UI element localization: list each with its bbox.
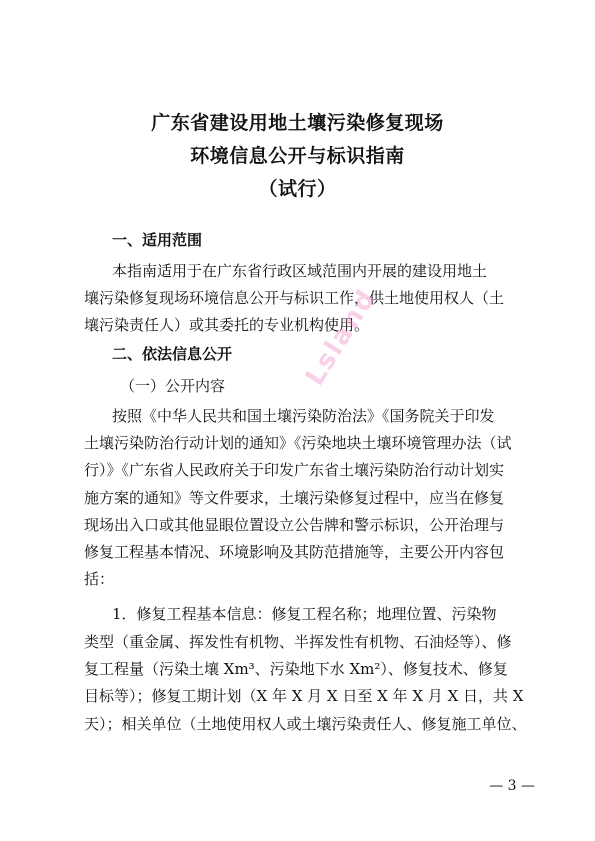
section-2-subheading: （一）公开内容 — [120, 377, 226, 395]
document-title-line-2: 环境信息公开与标识指南 — [190, 145, 405, 167]
section-2-paragraph-line: 括： — [84, 570, 115, 588]
section-1-line: 本指南适用于在广东省行政区域范围内开展的建设用地土 — [112, 262, 488, 280]
document-title-line-3: （试行） — [258, 178, 337, 200]
document-title-line-1: 广东省建设用地土壤污染修复现场 — [151, 112, 444, 134]
watermark-logo: Lsland — [300, 283, 383, 391]
section-2-item-line: 天）；相关单位（土地使用权人或土壤污染责任人、修复施工单位、 — [84, 715, 527, 733]
section-1-line: 壤污染修复现场环境信息公开与标识工作，供土地使用权人（土 — [84, 289, 505, 307]
section-2-paragraph-line: 施方案的通知》等文件要求，土壤污染修复过程中，应当在修复 — [84, 489, 505, 507]
section-1-heading: 一、适用范围 — [112, 231, 203, 249]
section-2-item-line: 类型（重金属、挥发性有机物、半挥发性有机物、石油烃等）、修 — [84, 633, 512, 651]
section-2-paragraph-line: 现场出入口或其他显眼位置设立公告牌和警示标识，公开治理与 — [84, 516, 505, 534]
section-2-paragraph-line: 修复工程基本情况、环境影响及其防范措施等，主要公开内容包 — [84, 543, 505, 561]
section-2-paragraph-line: 土壤污染防治行动计划的通知》《污染地块土壤环境管理办法（试 — [84, 434, 512, 452]
page-number: — 3 — — [489, 778, 535, 794]
section-2-item-line: 1．修复工程基本信息：修复工程名称；地理位置、污染物 — [112, 605, 497, 623]
section-2-heading: 二、依法信息公开 — [112, 345, 233, 363]
section-2-paragraph-line: 按照《中华人民共和国土壤污染防治法》《国务院关于印发 — [112, 407, 495, 425]
section-2-item-line: 目标等）；修复工期计划（X 年 X 月 X 日至 X 年 X 月 X 日，共 X — [84, 687, 524, 705]
section-2-paragraph-line: 行）》《广东省人民政府关于印发广东省土壤污染防治行动计划实 — [84, 461, 505, 479]
section-1-line: 壤污染责任人）或其委托的专业机构使用。 — [84, 316, 370, 334]
section-2-item-line: 复工程量（污染土壤 Xm³、污染地下水 Xm²）、修复技术、修复 — [84, 660, 508, 678]
